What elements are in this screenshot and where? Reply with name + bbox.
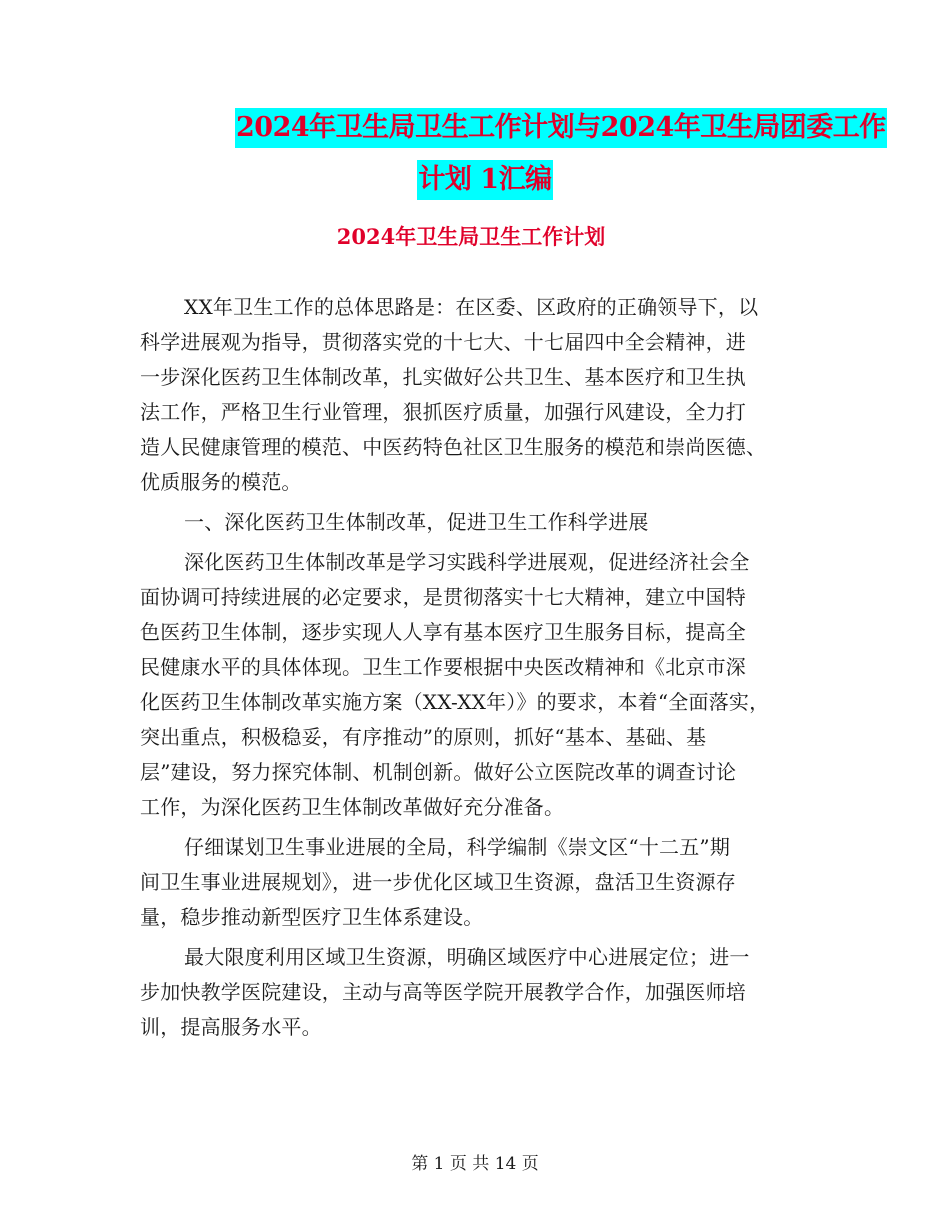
paragraph — [140, 545, 810, 825]
paragraph — [140, 940, 810, 1045]
paragraph-line: 突出重点，积极稳妥，有序推动”的原则，抓好“基本、基础、基 — [140, 725, 707, 749]
paragraph-line: 层”建设，努力探究体制、机制创新。做好公立医院改革的调查讨论 — [140, 760, 737, 784]
paragraph-line: 造人民健康管理的模范、中医药特色社区卫生服务的模范和崇尚医德、 — [140, 435, 767, 459]
section-heading: 2024年卫生局卫生工作计划 — [336, 224, 606, 249]
paragraph — [140, 830, 810, 935]
paragraph-line: 训，提高服务水平。 — [140, 1015, 322, 1039]
paragraph-line: 工作，为深化医药卫生体制改革做好充分准备。 — [140, 795, 565, 819]
paragraph — [140, 290, 810, 500]
paragraph-line: 间卫生事业进展规划》，进一步优化区域卫生资源，盘活卫生资源存 — [140, 870, 736, 894]
paragraph-line: 色医药卫生体制，逐步实现人人享有基本医疗卫生服务目标，提高全 — [140, 620, 746, 644]
paragraph-line: 最大限度利用区域卫生资源，明确区域医疗中心进展定位；进一 — [184, 945, 750, 969]
paragraph-line: 深化医药卫生体制改革是学习实践科学进展观，促进经济社会全 — [184, 550, 750, 574]
paragraph-line: 一、深化医药卫生体制改革，促进卫生工作科学进展 — [184, 510, 649, 534]
paragraph — [140, 505, 810, 540]
paragraph-line: 步加快教学医院建设，主动与高等医学院开展教学合作，加强医师培 — [140, 980, 746, 1004]
paragraph-line: 化医药卫生体制改革实施方案（XX-XX年）》的要求，本着“全面落实， — [140, 690, 770, 714]
paragraph-line: 量，稳步推动新型医疗卫生体系建设。 — [140, 905, 484, 929]
paragraph-line: 一步深化医药卫生体制改革，扎实做好公共卫生、基本医疗和卫生执 — [140, 365, 746, 389]
paragraph-line: 民健康水平的具体体现。卫生工作要根据中央医改精神和《北京市深 — [140, 655, 746, 679]
paragraph-line: 科学进展观为指导，贯彻落实党的十七大、十七届四中全会精神，进 — [140, 330, 746, 354]
page-footer: 第 1 页 共 14 页 — [411, 1154, 539, 1174]
paragraph-line: 法工作，严格卫生行业管理，狠抓医疗质量，加强行风建设，全力打 — [140, 400, 746, 424]
document-title — [140, 108, 886, 212]
paragraph-line: XX年卫生工作的总体思路是：在区委、区政府的正确领导下，以 — [184, 295, 759, 319]
paragraph-line: 面协调可持续进展的必定要求，是贯彻落实十七大精神，建立中国特 — [140, 585, 746, 609]
paragraph-line: 仔细谋划卫生事业进展的全局，科学编制《崇文区“十二五”期 — [184, 835, 731, 859]
title-line-2: 计划 1汇编 — [417, 160, 552, 200]
title-line-1: 2024年卫生局卫生工作计划与2024年卫生局团委工作 — [235, 108, 887, 148]
body-text — [140, 290, 810, 1045]
paragraph-line: 优质服务的模范。 — [140, 470, 302, 494]
